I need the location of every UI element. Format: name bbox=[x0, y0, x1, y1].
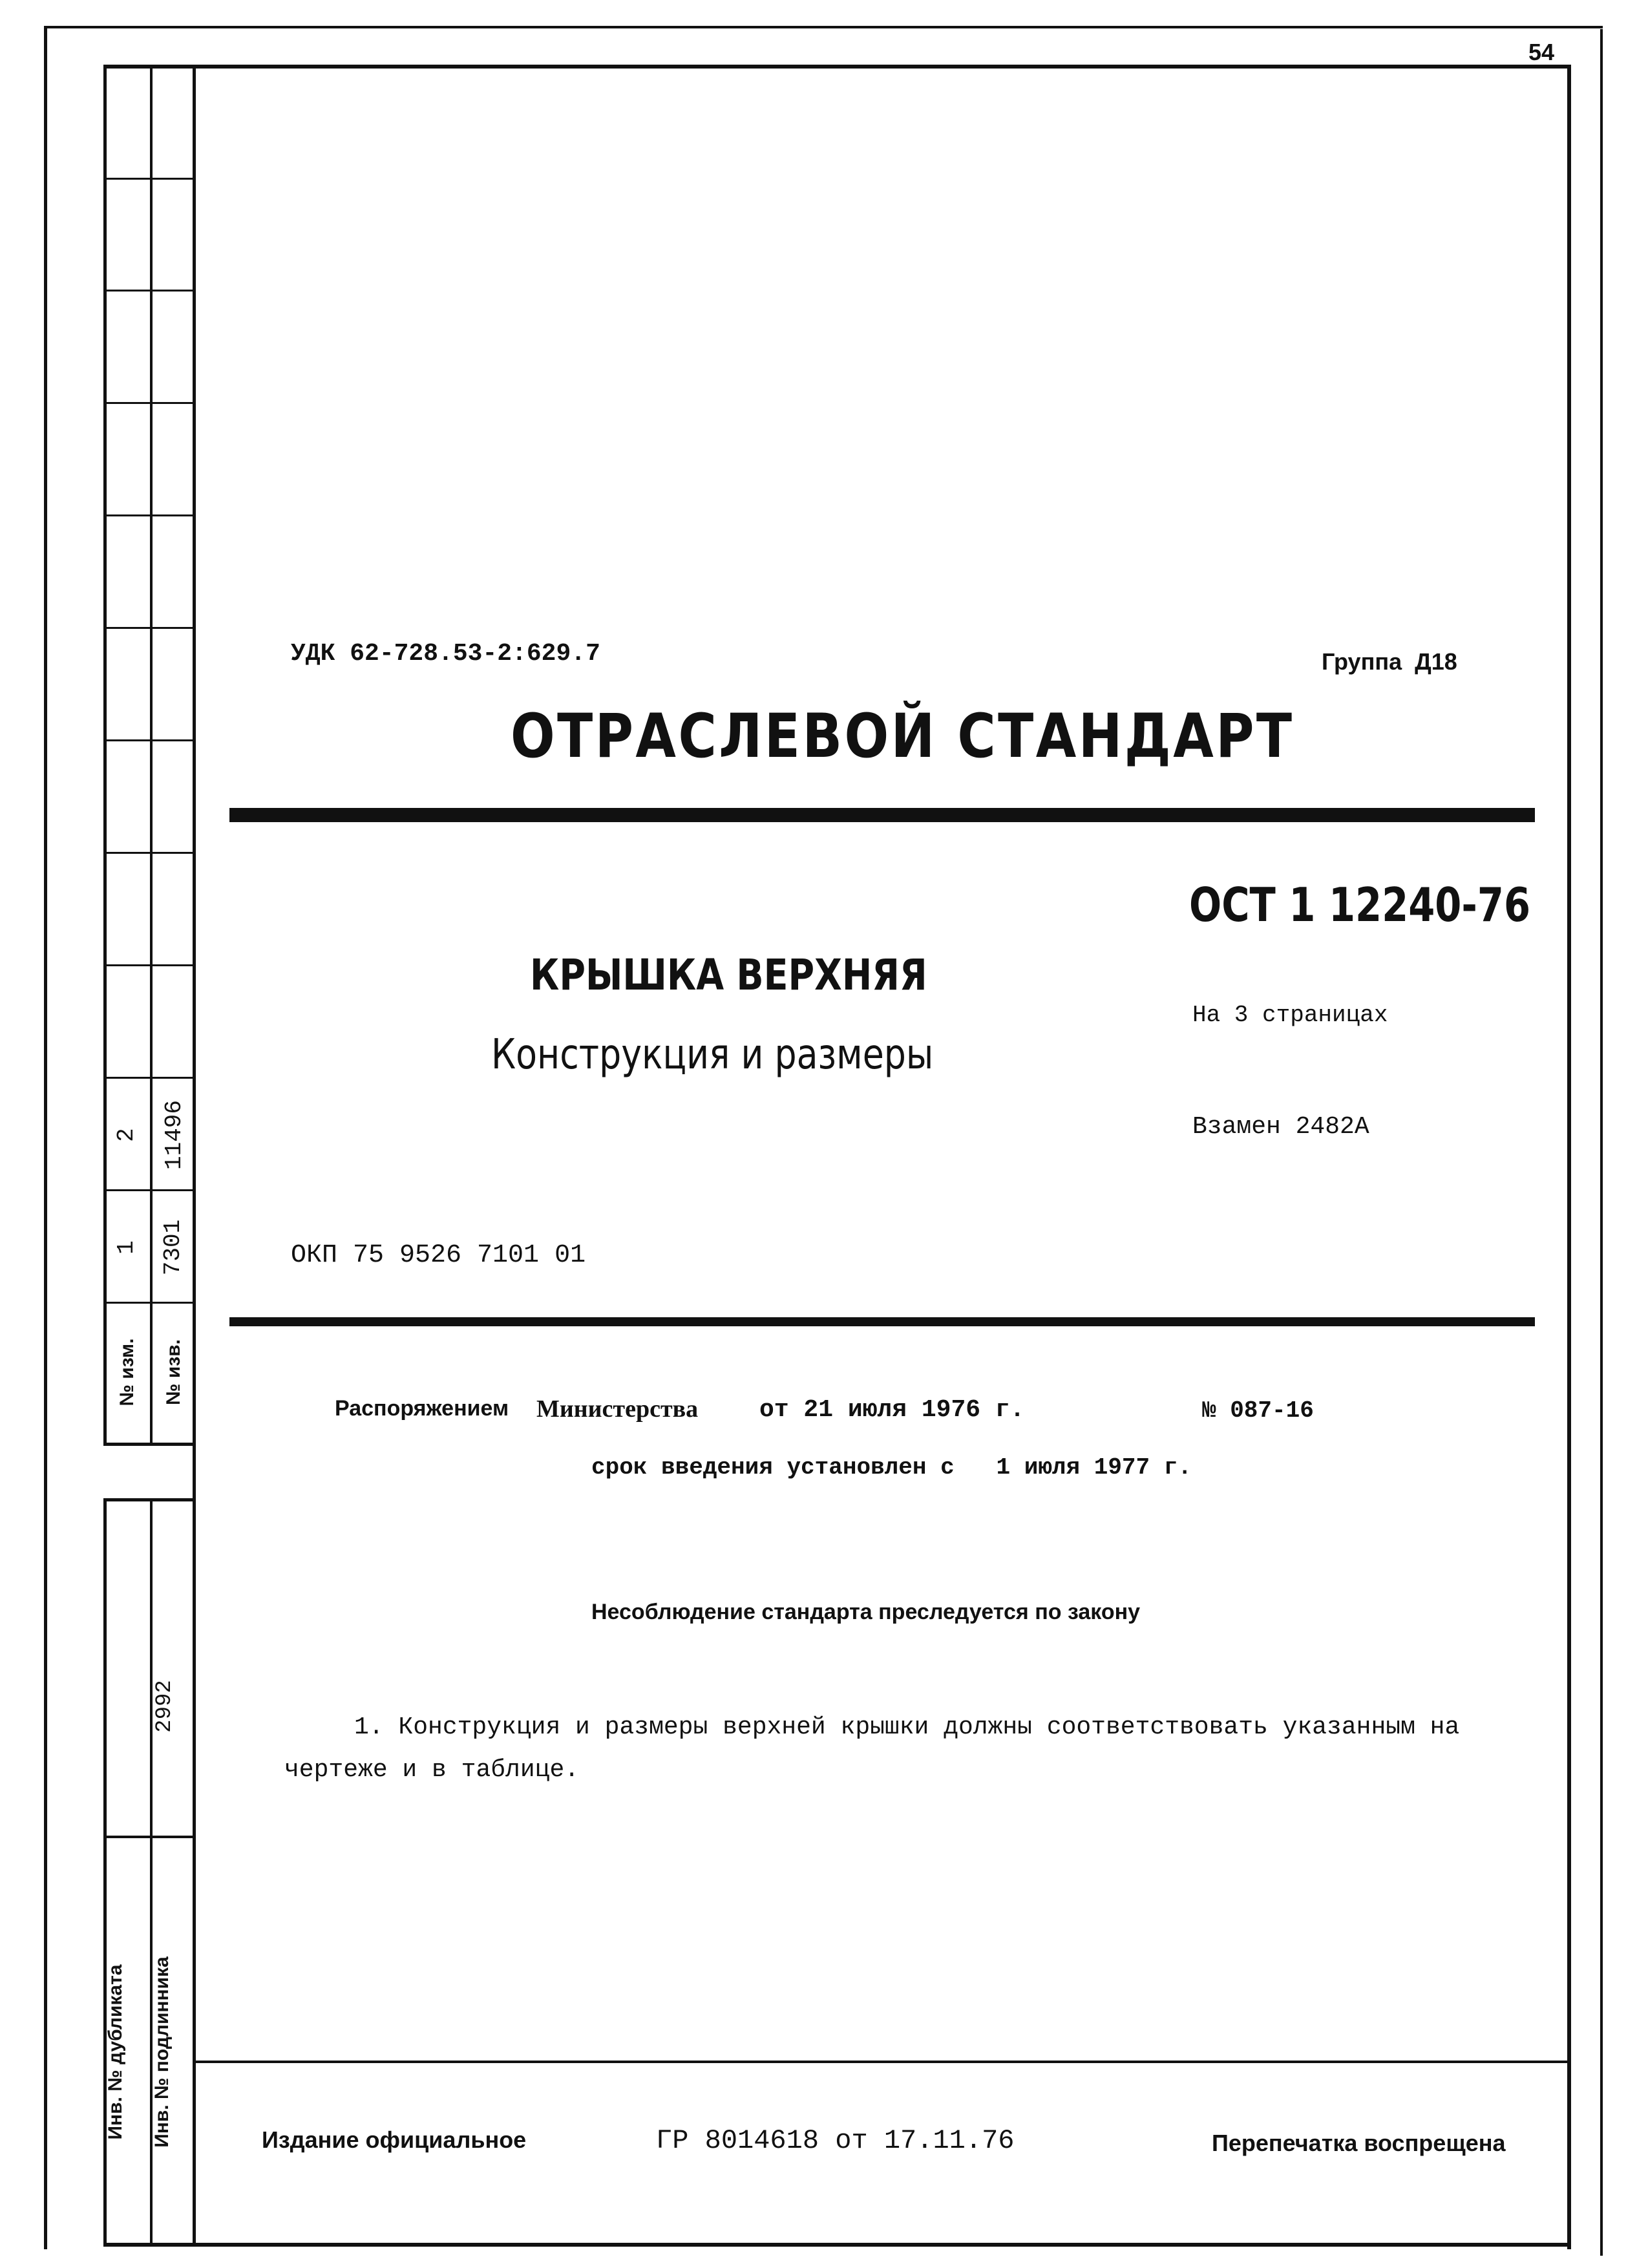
original-inventory-label: Инв. № подлинника bbox=[151, 1956, 173, 2148]
original-inventory-value: 2992 bbox=[153, 1680, 177, 1733]
divider-rule bbox=[229, 1317, 1535, 1326]
clause-1: 1. Конструкция и размеры верхней крышки должны соответствовать указанным на чертеже и в таблице. bbox=[284, 1713, 1460, 1784]
notice-number-label: № изв. bbox=[163, 1339, 184, 1405]
approval-date: от 21 июля 1976 г. bbox=[759, 1396, 1025, 1424]
standard-designation: ОСТ 1 12240-76 bbox=[1189, 878, 1531, 932]
page-number: 54 bbox=[1528, 39, 1555, 65]
footer-registration: ГР 8014618 от 17.11.76 bbox=[656, 2125, 1015, 2156]
footer-reprint: Перепечатка воспрещена bbox=[1212, 2130, 1506, 2156]
document-subtitle: Конструкция и размеры bbox=[491, 1031, 934, 1079]
classification-group: Группа Д18 bbox=[1322, 648, 1457, 675]
okp-code: ОКП 75 9526 7101 01 bbox=[291, 1241, 586, 1270]
replaces-doc: Взамен 2482А bbox=[1192, 1113, 1369, 1141]
change-1: 1 bbox=[113, 1240, 140, 1255]
change-number-label: № изм. bbox=[116, 1338, 138, 1406]
frame-left bbox=[193, 65, 196, 2247]
header-rule bbox=[229, 808, 1535, 822]
approval-by: Распоряжением bbox=[335, 1396, 509, 1421]
frame-right bbox=[1567, 65, 1571, 2249]
approval-number: № 087-16 bbox=[1202, 1397, 1314, 1424]
udk-code: УДК 62-728.53-2:629.7 bbox=[291, 640, 600, 668]
frame-top-outer bbox=[44, 26, 1603, 28]
header-title: ОТРАСЛЕВОЙ СТАНДАРТ bbox=[511, 701, 1294, 772]
frame-top bbox=[103, 65, 1570, 69]
document-title: КРЫШКА ВЕРХНЯЯ bbox=[530, 950, 927, 1000]
change-2: 2 bbox=[113, 1128, 140, 1142]
frame-bottom bbox=[103, 2243, 1571, 2247]
effective-date: срок введения установлен с 1 июля 1977 г. bbox=[591, 1454, 1192, 1481]
footer-separator bbox=[193, 2061, 1571, 2063]
notice-2: 11496 bbox=[161, 1099, 187, 1171]
duplicate-inventory-label: Инв. № дубликата bbox=[105, 1964, 126, 2140]
frame-right-outer bbox=[1600, 29, 1603, 2256]
approval-ministry: Министерства bbox=[536, 1395, 699, 1423]
footer-edition: Издание официальное bbox=[262, 2126, 527, 2153]
page-count: На 3 страницах bbox=[1192, 1002, 1388, 1028]
notice-1: 7301 bbox=[160, 1219, 186, 1276]
frame-left-outer bbox=[44, 26, 47, 2249]
legal-warning: Несоблюдение стандарта преследуется по закону bbox=[591, 1600, 1141, 1624]
